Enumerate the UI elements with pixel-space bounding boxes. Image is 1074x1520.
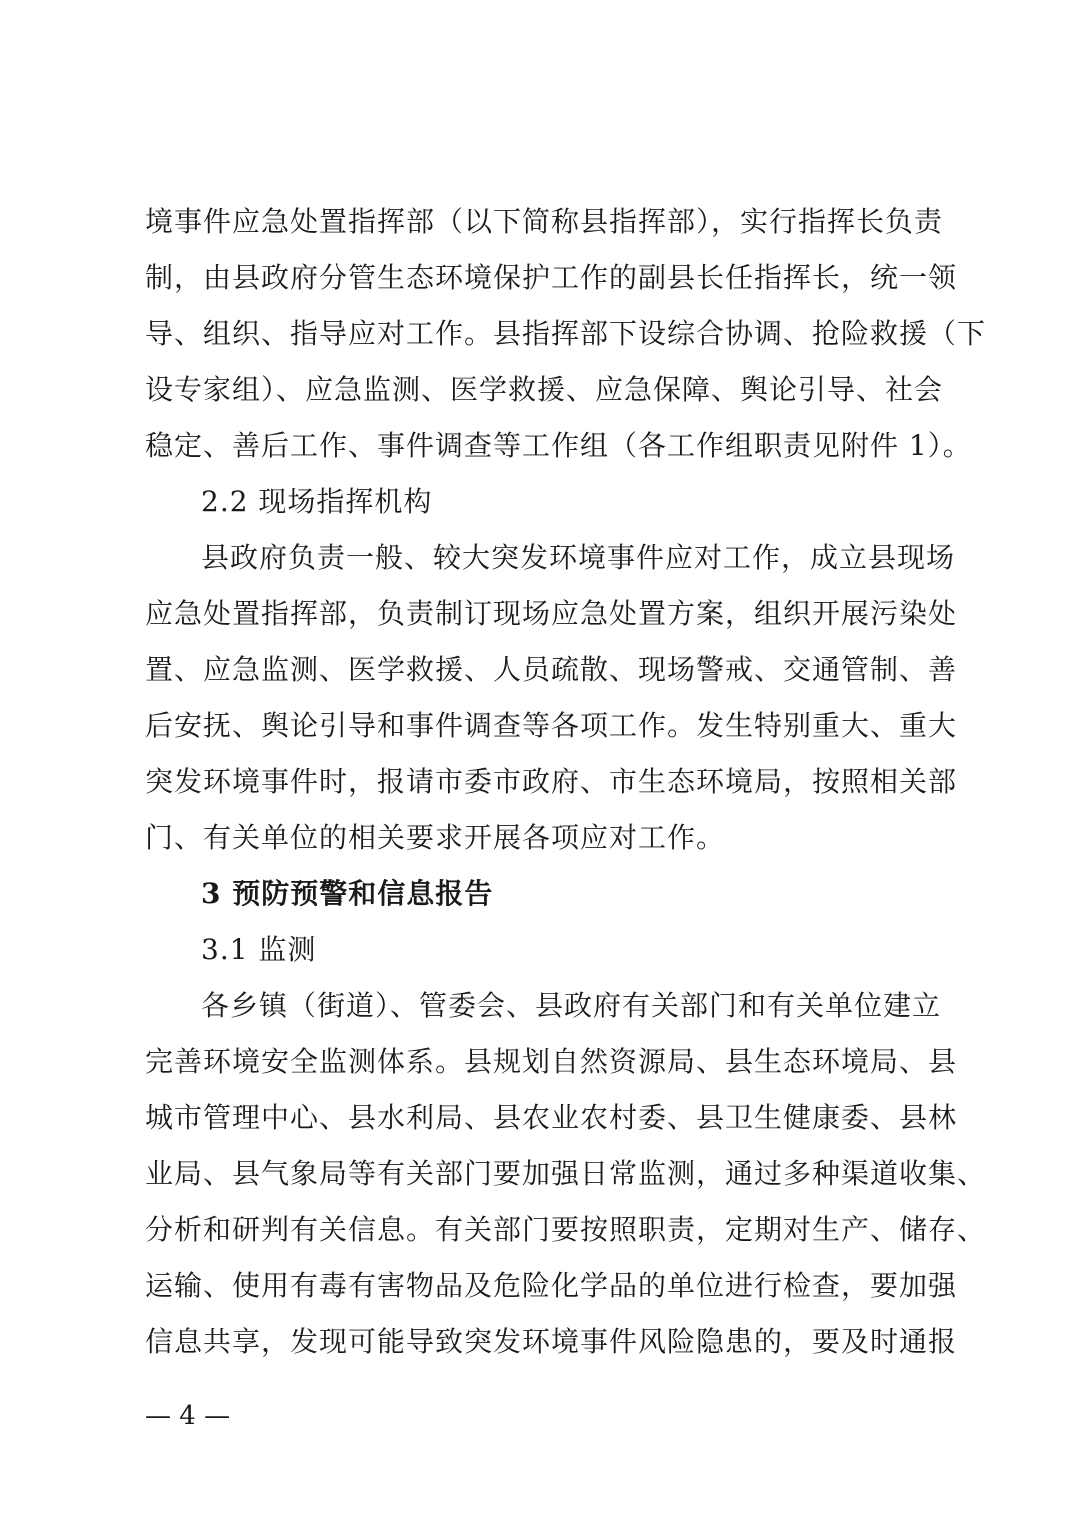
paragraph-line: 信息共享，发现可能导致突发环境事件风险隐患的，要及时通报 [145, 1325, 958, 1358]
paragraph-line: 突发环境事件时，报请市委市政府、市生态环境局，按照相关部 [145, 765, 958, 798]
paragraph-line: 门、有关单位的相关要求开展各项应对工作。 [145, 821, 726, 854]
paragraph-line: 置、应急监测、医学救援、人员疏散、现场警戒、交通管制、善 [145, 653, 958, 686]
paragraph-line: 运输、使用有毒有害物品及危险化学品的单位进行检查，要加强 [145, 1269, 958, 1302]
paragraph-line: 境事件应急处置指挥部（以下简称县指挥部），实行指挥长负责 [145, 205, 944, 238]
paragraph-line: 分析和研判有关信息。有关部门要按照职责，定期对生产、储存、 [145, 1213, 987, 1246]
paragraph-line: 设专家组）、应急监测、医学救援、应急保障、舆论引导、社会 [145, 373, 944, 406]
section-heading-3-1: 3.1 监测 [201, 933, 317, 966]
paragraph-line: 各乡镇（街道）、管委会、县政府有关部门和有关单位建立 [201, 989, 942, 1022]
paragraph-line: 导、组织、指导应对工作。县指挥部下设综合协调、抢险救援（下 [145, 317, 987, 350]
paragraph-line: 后安抚、舆论引导和事件调查等各项工作。发生特别重大、重大 [145, 709, 958, 742]
page-number: — 4 — [145, 1401, 231, 1431]
paragraph-line: 县政府负责一般、较大突发环境事件应对工作，成立县现场 [201, 541, 956, 574]
paragraph-line: 制，由县政府分管生态环境保护工作的副县长任指挥长，统一领 [145, 261, 958, 294]
paragraph-line: 城市管理中心、县水利局、县农业农村委、县卫生健康委、县林 [145, 1101, 958, 1134]
paragraph-line: 业局、县气象局等有关部门要加强日常监测，通过多种渠道收集、 [145, 1157, 987, 1190]
paragraph-line: 应急处置指挥部，负责制订现场应急处置方案，组织开展污染处 [145, 597, 958, 630]
paragraph-line: 完善环境安全监测体系。县规划自然资源局、县生态环境局、县 [145, 1045, 958, 1078]
paragraph-line: 稳定、善后工作、事件调查等工作组（各工作组职责见附件 1）。 [145, 429, 972, 462]
section-heading-3: 3 预防预警和信息报告 [201, 877, 494, 910]
section-heading-2-2: 2.2 现场指挥机构 [201, 485, 433, 518]
